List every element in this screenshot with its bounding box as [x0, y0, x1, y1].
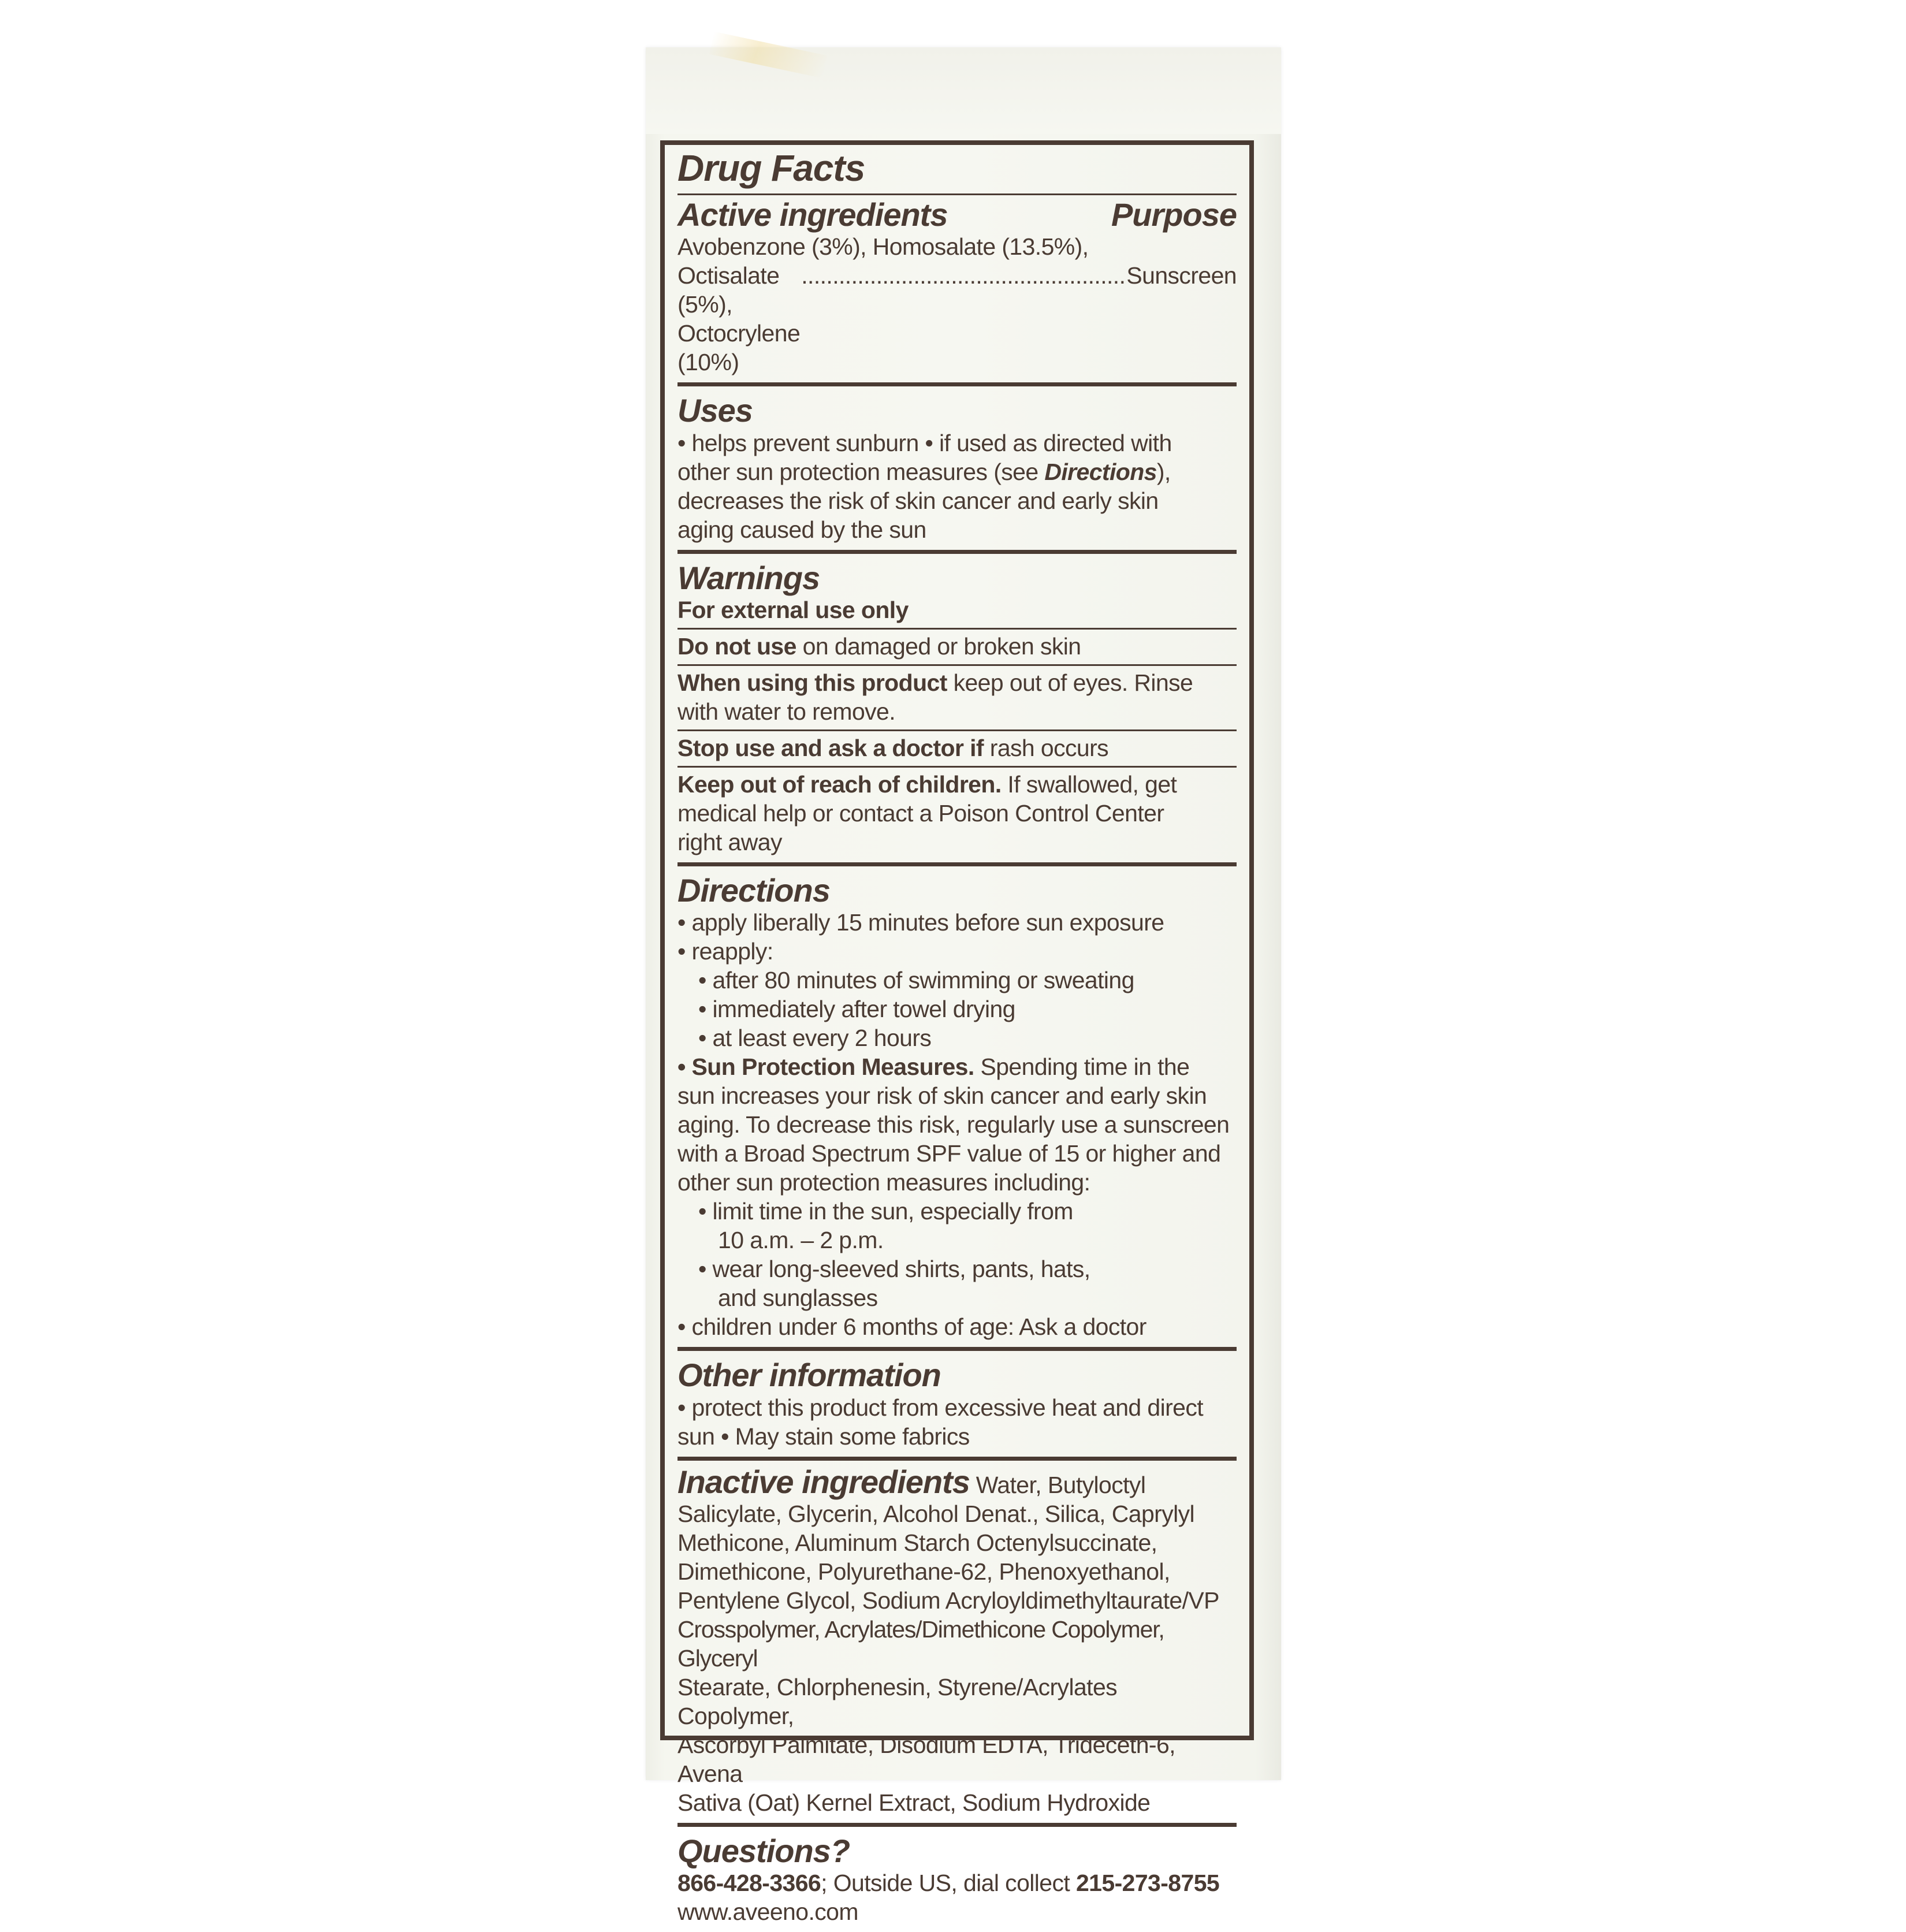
directions-line-2: • reapply:: [677, 938, 773, 965]
keep-out-text-3: right away: [677, 829, 782, 855]
purpose-heading: Purpose: [1111, 196, 1237, 233]
directions-ref: Directions: [1044, 458, 1157, 485]
active-line-2-text: Octisalate (5%), Octocrylene (10%): [677, 262, 801, 376]
section-other-information: [677, 1351, 1237, 1460]
spm-line-1: [677, 1052, 1237, 1081]
active-line-1: Avobenzone (3%), Homosalate (13.5%),: [677, 233, 1089, 260]
spm-bullet-2b: and sunglasses: [718, 1285, 878, 1312]
collect-phone-number: 215-273-8755: [1075, 1870, 1220, 1897]
inactive-line-7: Stearate, Chlorphenesin, Styrene/Acrylates Copolymer,: [677, 1673, 1118, 1729]
keep-out-label: Keep out of reach of children.: [677, 771, 1002, 798]
questions-heading: Questions?: [677, 1832, 850, 1869]
keep-out-text-2: medical help or contact a Poison Control Center: [677, 800, 1164, 827]
do-not-use-text: on damaged or broken skin: [796, 633, 1081, 660]
inactive-line-5: Pentylene Glycol, Sodium Acryloyldimethyltaurate/VP: [677, 1587, 1219, 1614]
inactive-ingredients-heading: Inactive ingredients: [677, 1463, 970, 1500]
external-use: For external use only: [677, 597, 909, 623]
inactive-line-1: [677, 1463, 1237, 1500]
uses-line-1: • helps prevent sunburn • if used as directed with: [677, 429, 1172, 456]
inactive-line-8: Ascorbyl Palmitate, Disodium EDTA, Trideceth-6, Avena: [677, 1731, 1175, 1787]
section-directions: [677, 866, 1237, 1351]
other-line-1: • protect this product from excessive heat and direct: [677, 1394, 1204, 1421]
directions-line-1: • apply liberally 15 minutes before sun exposure: [677, 909, 1164, 936]
when-using-text-2: with water to remove.: [677, 698, 896, 725]
stop-use: [677, 729, 1237, 766]
section-questions: [677, 1827, 1237, 1932]
inactive-line-9: Sativa (Oat) Kernel Extract, Sodium Hydroxide: [677, 1789, 1151, 1816]
spm-line-3: aging. To decrease this risk, regularly use a sunscreen: [677, 1111, 1230, 1138]
purpose-value: Sunscreen: [1126, 262, 1237, 289]
inactive-line-2: Salicylate, Glycerin, Alcohol Denat., Silica, Caprylyl: [677, 1500, 1195, 1527]
drug-facts-panel: [660, 140, 1254, 1926]
spm-label: • Sun Protection Measures.: [677, 1054, 974, 1081]
uses-heading: Uses: [677, 392, 753, 429]
keep-out: [677, 766, 1237, 860]
do-not-use: [677, 628, 1237, 664]
questions-phone-line: [677, 1868, 1237, 1897]
uses-line-3: decreases the risk of skin cancer and early skin: [677, 487, 1159, 514]
directions-line-4: • immediately after towel drying: [698, 996, 1015, 1023]
keep-out-text-1: If swallowed, get: [1001, 771, 1177, 798]
uses-line-2-text: other sun protection measures (see: [677, 458, 1045, 485]
spm-bullet-1a: • limit time in the sun, especially from: [698, 1198, 1073, 1225]
spm-line-4: with a Broad Spectrum SPF value of 15 or higher and: [677, 1140, 1221, 1167]
inactive-line-6: Crosspolymer, Acrylates/Dimethicone Copolymer, Glyceryl: [677, 1615, 1164, 1672]
inactive-text-1: Water, Butyloctyl: [969, 1471, 1146, 1498]
directions-line-5: • at least every 2 hours: [698, 1025, 932, 1052]
active-ingredients-heading: Active ingredients: [677, 196, 948, 233]
stop-use-label: Stop use and ask a doctor if: [677, 735, 984, 761]
active-header-row: [677, 193, 1237, 232]
spm-bullet-1b: 10 a.m. – 2 p.m.: [718, 1227, 884, 1254]
other-line-2: sun • May stain some fabrics: [677, 1423, 970, 1450]
uses-line-4: aging caused by the sun: [677, 516, 926, 543]
leader-dots: ....................................................: [801, 262, 1126, 289]
directions-line-3: • after 80 minutes of swimming or sweating: [698, 967, 1134, 994]
do-not-use-label: Do not use: [677, 633, 796, 660]
spm-bullet-2a: • wear long-sleeved shirts, pants, hats,: [698, 1256, 1090, 1283]
drug-facts-title: Drug Facts: [677, 147, 865, 189]
outside-us-text: ; Outside US, dial collect: [821, 1870, 1076, 1897]
when-using-text-1: keep out of eyes. Rinse: [947, 669, 1193, 696]
uses-line-2-end: ),: [1156, 458, 1171, 485]
warnings-heading: Warnings: [677, 559, 820, 596]
when-using-label: When using this product: [677, 669, 947, 696]
inactive-line-3: Methicone, Aluminum Starch Octenylsuccinate,: [677, 1529, 1157, 1556]
stop-use-text: rash occurs: [983, 735, 1109, 761]
inactive-line-4: Dimethicone, Polyurethane-62, Phenoxyethanol,: [677, 1558, 1170, 1585]
section-uses: [677, 386, 1237, 553]
spm-text-1: Spending time in the: [974, 1054, 1190, 1081]
section-title-active: [677, 145, 1237, 386]
active-line-2: [677, 261, 1237, 377]
uses-line-2: [677, 457, 1237, 486]
section-warnings: [677, 554, 1237, 866]
directions-children: • children under 6 months of age: Ask a doctor: [677, 1313, 1146, 1341]
directions-heading: Directions: [677, 872, 830, 909]
spm-line-2: sun increases your risk of skin cancer and early skin: [677, 1082, 1207, 1110]
spm-line-5: other sun protection measures including:: [677, 1169, 1090, 1196]
phone-number: 866-428-3366: [677, 1870, 821, 1897]
section-inactive-ingredients: [677, 1461, 1237, 1827]
when-using: [677, 664, 1237, 729]
website-url: www.aveeno.com: [677, 1899, 858, 1926]
other-information-heading: Other information: [677, 1357, 941, 1394]
